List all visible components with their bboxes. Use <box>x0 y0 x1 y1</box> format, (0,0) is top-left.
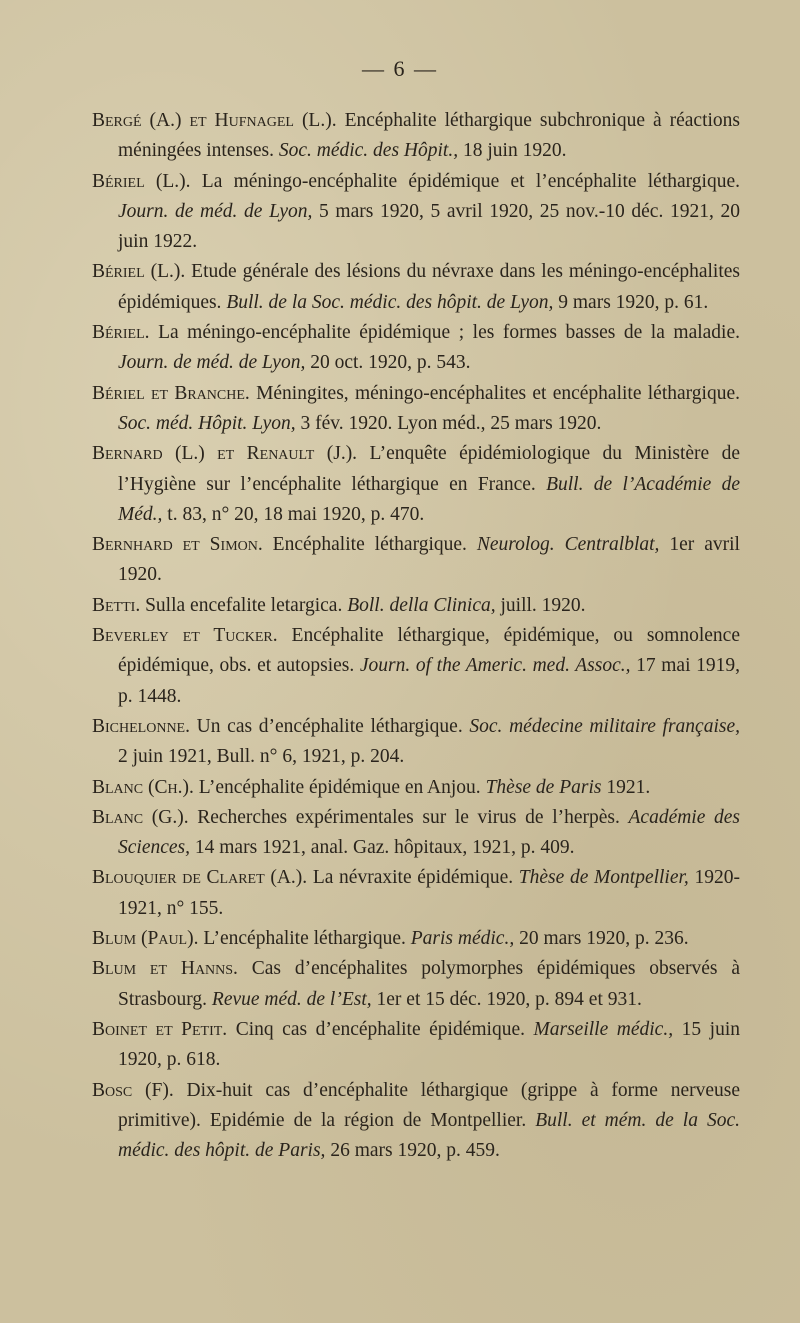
entry-title: La méningo-encéphalite épidémique et l’encéphalite léthargique. <box>190 170 740 192</box>
bibliography-entry <box>92 924 740 954</box>
entry-publication: Marseille médic., <box>533 1018 674 1040</box>
entry-author: Blanc (Ch.). <box>92 776 194 798</box>
entry-details: 18 juin 1920. <box>458 140 567 162</box>
entry-details: 20 oct. 1920, p. 543. <box>305 352 471 374</box>
entry-publication: Journ. of the Americ. med. Assoc., <box>359 655 631 677</box>
entry-author: Bériel et Branche. <box>92 382 250 404</box>
entry-title: Cas d’encéphalites polymorphes épidémiques observés à Strasbourg. <box>118 958 740 1010</box>
entry-details: 15 juin 1920, p. 618. <box>118 1018 740 1071</box>
entry-author: Blouquier de Claret (A.). <box>92 867 308 889</box>
entry-details: 1er avril 1920. <box>118 534 740 586</box>
entry-details: 20 mars 1920, p. 236. <box>514 928 689 950</box>
page-number: — 6 — <box>362 56 438 81</box>
entry-title: Dix-huit cas d’encéphalite léthargique (grippe à forme nerveuse primitive). Epidémie de la région de Montpellier. <box>118 1079 740 1131</box>
entry-author: Blanc (G.). <box>92 806 189 828</box>
entry-publication: Revue méd. de l’Est, <box>211 988 372 1010</box>
entry-title: Un cas d’encéphalite léthargique. <box>189 715 470 737</box>
entry-publication: Soc. méd. Hôpit. Lyon, <box>118 412 296 434</box>
bibliography-entry <box>92 773 740 803</box>
bibliography-entry <box>92 167 740 258</box>
entry-title: Etude générale des lésions du névraxe dans les méningo-encéphalites épidémiques. <box>118 261 740 313</box>
entry-author: Blum (Paul). <box>92 928 199 950</box>
entry-author: Bernard (L.) et Renault (J.). <box>92 443 358 465</box>
bibliography-entry <box>92 379 740 440</box>
entry-title: L’encéphalite épidémique en Anjou. <box>193 776 486 798</box>
bibliography-entry <box>92 591 740 621</box>
entry-author: Blum et Hanns. <box>92 958 238 980</box>
entry-publication: Soc. médic. des Hôpit., <box>278 140 459 162</box>
entry-author: Bériel (L.). <box>92 261 186 283</box>
entry-details: 14 mars 1921, anal. Gaz. hôpitaux, 1921, p. 409. <box>190 837 575 859</box>
entry-author: Bosc (F). <box>92 1079 174 1101</box>
entry-details: 5 mars 1920, 5 avril 1920, 25 nov.-10 déc. 1921, 20 juin 1922. <box>118 200 740 253</box>
entry-details: juill. 1920. <box>495 594 586 616</box>
entry-publication: Soc. médecine militaire française, <box>469 715 740 737</box>
entry-details: 26 mars 1920, p. 459. <box>325 1140 500 1162</box>
bibliography-entry <box>92 1076 740 1167</box>
entry-title: Sulla encefalite letargica. <box>140 594 348 616</box>
entry-author: Bichelonne. <box>92 715 190 737</box>
bibliography-entry <box>92 621 740 712</box>
entry-details: 3 fév. 1920. Lyon méd., 25 mars 1920. <box>295 412 602 434</box>
entry-title: Recherches expérimentales sur le virus de l’herpès. <box>188 806 629 828</box>
entry-publication: Académie des Sciences, <box>118 806 740 859</box>
entry-publication: Paris médic., <box>410 928 515 950</box>
bibliography-entry <box>92 803 740 864</box>
bibliography-entry <box>92 439 740 530</box>
bibliography-entry <box>92 1015 740 1076</box>
bibliography-entry <box>92 863 740 924</box>
entry-publication: Journ. de méd. de Lyon, <box>118 352 306 374</box>
entry-publication: Neurolog. Centralblat, <box>476 534 660 556</box>
entry-title: La méningo-encéphalite épidémique ; les formes basses de la maladie. <box>149 322 740 344</box>
entry-author: Bériel. <box>92 322 150 344</box>
entry-details: 1920-1921, n° 155. <box>118 867 740 919</box>
entry-author: Bergé (A.) et Hufnagel (L.). <box>92 110 337 131</box>
entry-details: 17 mai 1919, p. 1448. <box>118 655 740 707</box>
bibliography-entry <box>92 257 740 318</box>
entry-publication: Bull. et mém. de la Soc. médic. des hôpit. de Paris, <box>118 1109 740 1162</box>
entry-title: Cinq cas d’encéphalite épidémique. <box>227 1018 534 1040</box>
entry-publication: Boll. della Clinica, <box>347 594 496 616</box>
entry-title: La névraxite épidémique. <box>307 867 519 889</box>
entry-author: Bernhard et Simon. <box>92 534 263 556</box>
entry-title: L’encéphalite léthargique. <box>198 928 411 950</box>
entry-publication: Journ. de méd. de Lyon, <box>118 200 313 222</box>
entry-author: Boinet et Petit. <box>92 1018 228 1040</box>
bibliography-entry <box>92 954 740 1015</box>
entry-title: Encéphalite léthargique, épidémique, ou somnolence épidémique, obs. et autopsies. <box>118 625 740 677</box>
entry-details: 1921. <box>601 776 651 798</box>
entry-details: 2 juin 1921, Bull. n° 6, 1921, p. 204. <box>118 746 405 768</box>
entry-publication: Thèse de Paris <box>485 776 602 798</box>
bibliography-entry <box>92 106 740 167</box>
bibliography-entry <box>92 318 740 379</box>
bibliography-entry <box>92 712 740 773</box>
entry-publication: Thèse de Montpellier, <box>518 867 689 889</box>
entry-title: L’enquête épidémiologique du Ministère de l’Hygiène sur l’encéphalite léthargique en France. <box>118 443 740 495</box>
bibliography-list <box>92 106 740 1166</box>
entry-title: Encéphalite léthargique. <box>262 534 477 556</box>
entry-author: Bériel (L.). <box>92 170 191 192</box>
entry-author: Beverley et Tucker. <box>92 625 278 647</box>
entry-title: Encéphalite léthargique subchronique à réactions méningées intenses. <box>118 110 740 162</box>
entry-publication: Bull. de l’Académie de Méd., <box>118 473 740 525</box>
entry-publication: Bull. de la Soc. médic. des hôpit. de Lyon, <box>226 291 554 313</box>
entry-author: Betti. <box>92 594 141 616</box>
bibliography-entry <box>92 530 740 591</box>
entry-details: 1er et 15 déc. 1920, p. 894 et 931. <box>371 988 642 1010</box>
entry-title: Méningites, méningo-encéphalites et encéphalite léthargique. <box>249 382 740 404</box>
entry-details: 9 mars 1920, p. 61. <box>553 291 709 313</box>
entry-details: t. 83, n° 20, 18 mai 1920, p. 470. <box>162 503 425 525</box>
